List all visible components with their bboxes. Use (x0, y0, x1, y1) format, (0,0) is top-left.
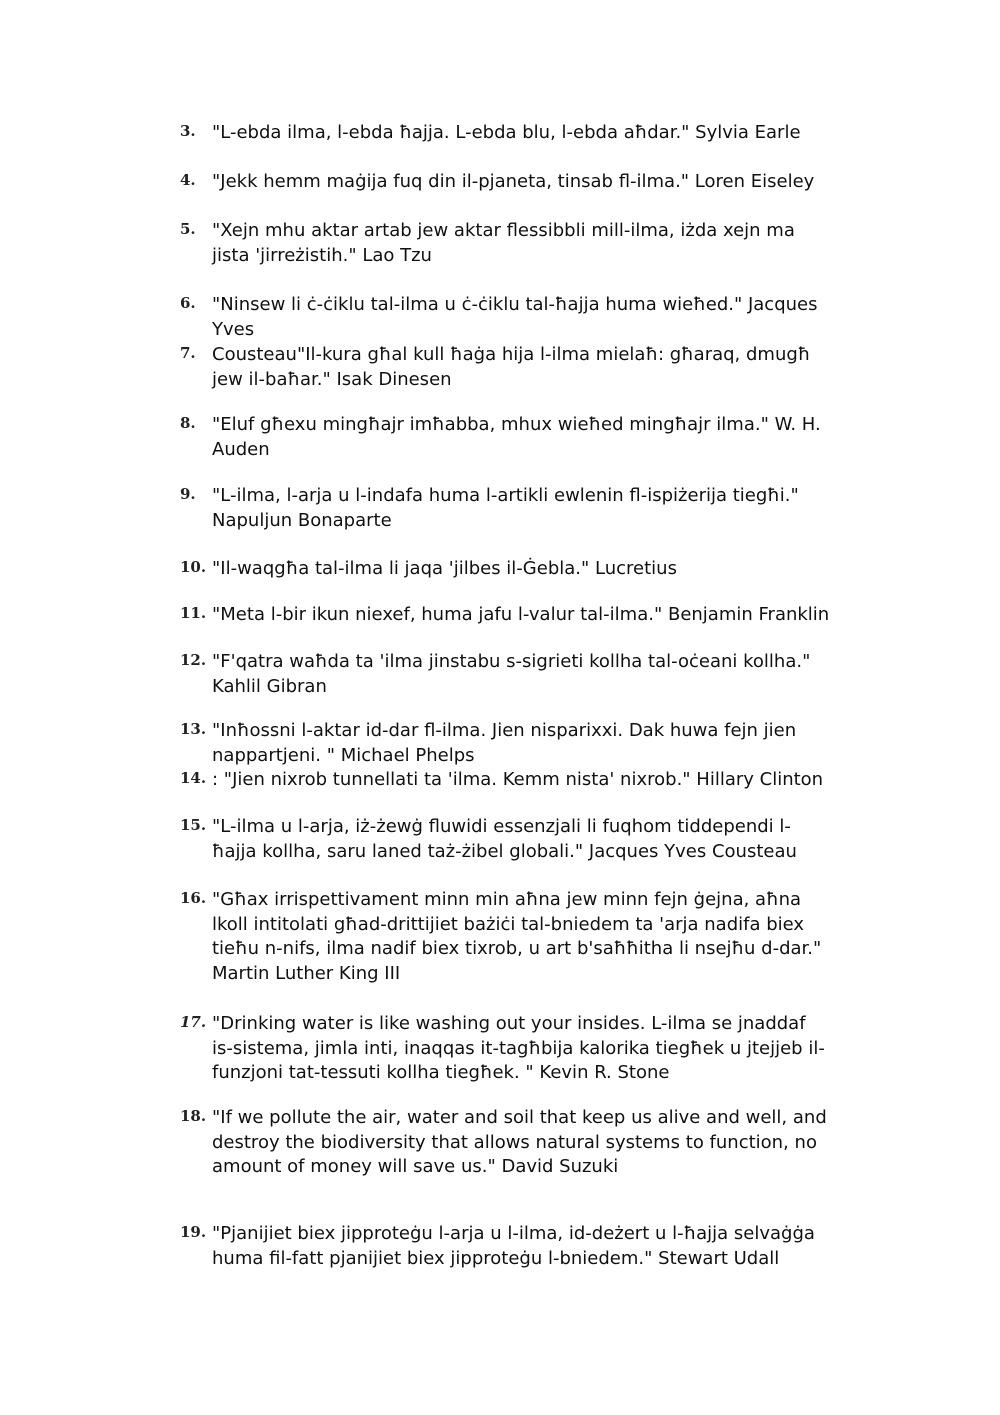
quote-line: nappartjeni. " Michael Phelps (212, 744, 475, 766)
quote-text (212, 557, 982, 582)
quote-text (212, 1012, 982, 1086)
quote-line: "L-ilma, l-arja u l-indafa huma l-artikli ewlenin fl-ispiżerija tiegħi." (212, 485, 799, 506)
quote-line: "Eluf għexu mingħajr imħabba, mhux wieħed mingħajr ilma." W. H. (212, 414, 821, 435)
quote-line: Kahlil Gibran (212, 675, 327, 697)
quote-text (212, 768, 982, 793)
quote-text (212, 650, 982, 699)
quote-number: 6. (180, 294, 196, 312)
quote-number: 4. (180, 171, 196, 189)
quote-text (212, 719, 982, 768)
quote-line: "Drinking water is like washing out your insides. L-ilma se jnaddaf (212, 1013, 806, 1034)
quote-text (212, 343, 982, 392)
quote-text (212, 121, 982, 146)
quote-line: Yves (212, 318, 255, 340)
quote-number: 3. (180, 122, 196, 140)
quote-text (212, 815, 982, 864)
quote-line: "Inħossni l-aktar id-dar fl-ilma. Jien nisparixxi. Dak huwa fejn jien (212, 720, 797, 741)
quote-line: jew il-baħar." Isak Dinesen (212, 368, 452, 390)
quote-number: 19. (180, 1223, 207, 1241)
quote-number: 17. (180, 1013, 207, 1031)
quote-number: 16. (180, 889, 207, 907)
quote-number: 9. (180, 485, 196, 503)
quote-line: ħajja kollha, saru laned taż-żibel globali." Jacques Yves Cousteau (212, 840, 797, 862)
quote-line: "Meta l-bir ikun niexef, huma jafu l-valur tal-ilma." Benjamin Franklin (212, 604, 830, 625)
quote-text (212, 170, 982, 195)
quote-line: "If we pollute the air, water and soil that keep us alive and well, and (212, 1107, 827, 1128)
quote-line: amount of money will save us." David Suzuki (212, 1156, 619, 1177)
quote-line: "L-ilma u l-arja, iż-żewġ fluwidi essenzjali li fuqhom tiddependi l- (212, 816, 791, 837)
quote-line: Napuljun Bonaparte (212, 509, 392, 531)
quote-text (212, 219, 982, 268)
quote-line: "Il-waqgħa tal-ilma li jaqa 'jilbes il-Ġebla." Lucretius (212, 558, 677, 579)
quote-line: "Xejn mhu aktar artab jew aktar flessibbli mill-ilma, iżda xejn ma (212, 220, 795, 241)
quote-line: "Ninsew li ċ-ċiklu tal-ilma u ċ-ċiklu tal-ħajja huma wieħed." Jacques (212, 294, 818, 315)
quote-line: is-sistema, jimla inti, inaqqas it-tagħbija kalorika tiegħek u jtejjeb il- (212, 1037, 825, 1059)
quote-line: "Pjanijiet biex jipproteġu l-arja u l-ilma, id-deżert u l-ħajja selvaġġa (212, 1223, 815, 1244)
quote-number: 15. (180, 816, 207, 834)
quote-number: 5. (180, 220, 196, 238)
quote-number: 14. (180, 769, 207, 787)
quote-line: jista 'jirreżistih." Lao Tzu (212, 244, 432, 266)
quote-line: "Għax irrispettivament minn min aħna jew minn fejn ġejna, aħna (212, 889, 802, 910)
quote-number: 18. (180, 1107, 207, 1125)
quote-number: 7. (180, 344, 196, 362)
quote-text (212, 413, 982, 462)
quote-line: Martin Luther King III (212, 962, 401, 984)
quote-line: Cousteau"Il-kura għal kull ħaġa hija l-ilma mielaħ: għaraq, dmugħ (212, 344, 811, 365)
quote-number: 8. (180, 414, 196, 432)
quote-line: "Jekk hemm maġija fuq din il-pjaneta, tinsab fl-ilma." Loren Eiseley (212, 171, 815, 192)
quote-line: tieħu n-nifs, ilma nadif biex tixrob, u art b'saħħitha li nsejħu d-dar." (212, 938, 822, 959)
quote-number: 10. (180, 558, 207, 576)
quote-text (212, 1106, 982, 1180)
quote-line: : "Jien nixrob tunnellati ta 'ilma. Kemm nista' nixrob." Hillary Clinton (212, 769, 824, 790)
quote-line: Auden (212, 438, 270, 460)
quote-line: funzjoni tat-tessuti kollha tiegħek. " Kevin R. Stone (212, 1062, 670, 1083)
quote-number: 11. (180, 604, 207, 622)
quote-line: destroy the biodiversity that allows natural systems to function, no (212, 1131, 817, 1153)
quote-line: "L-ebda ilma, l-ebda ħajja. L-ebda blu, l-ebda aħdar." Sylvia Earle (212, 122, 801, 143)
quote-text (212, 1222, 982, 1271)
quote-number: 12. (180, 651, 207, 669)
quote-text (212, 888, 982, 986)
quote-text (212, 603, 982, 628)
quote-text (212, 293, 982, 342)
quote-line: huma fil-fatt pjanijiet biex jipproteġu l-bniedem." Stewart Udall (212, 1247, 780, 1269)
quote-text (212, 484, 982, 533)
quote-line: lkoll intitolati għad-drittijiet bażiċi tal-bniedem ta 'arja nadifa biex (212, 913, 805, 935)
quote-number: 13. (180, 720, 207, 738)
quote-line: "F'qatra waħda ta 'ilma jinstabu s-sigrieti kollha tal-oċeani kollha." (212, 651, 811, 672)
